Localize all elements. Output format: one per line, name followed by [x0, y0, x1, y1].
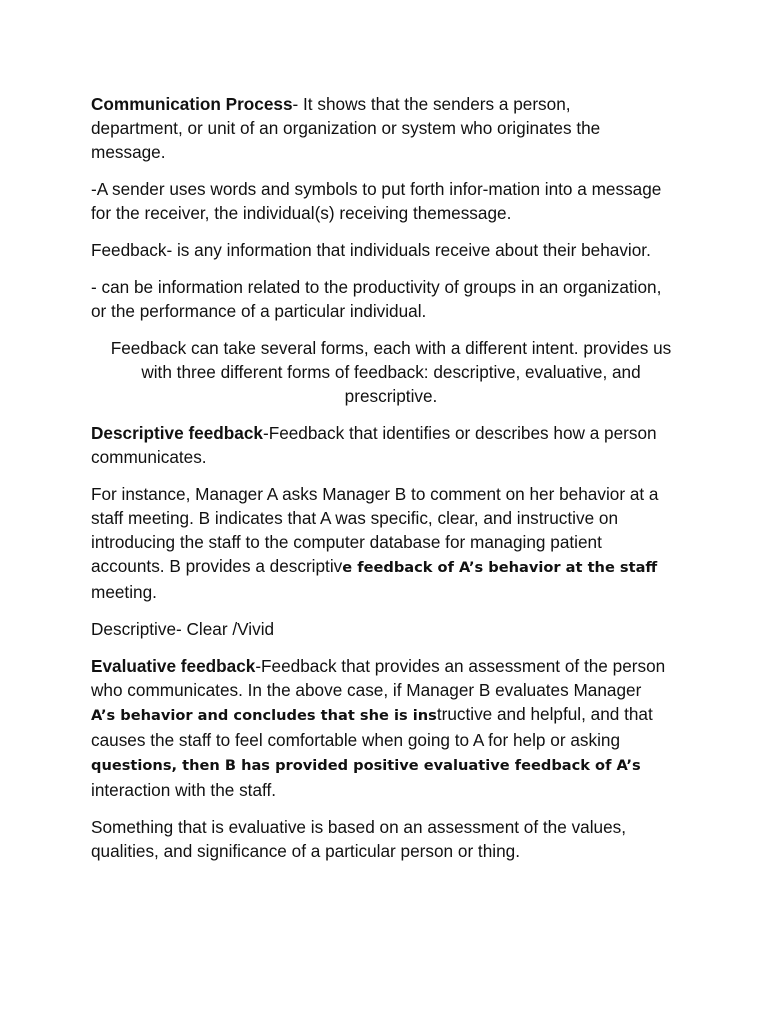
paragraph-descriptive-note	[91, 617, 691, 641]
paragraph-text: -Feedback that identifies or describes how a person communicates.	[91, 423, 657, 467]
heading-descriptive-feedback: Descriptive feedback	[91, 423, 263, 443]
paragraph-feedback-definition	[91, 238, 691, 262]
paragraph-text: Feedback can take several forms, each with a different intent. provides us with three different forms of feedback: descriptive, evaluative, and prescriptive.	[110, 338, 672, 406]
bold-phrase: questions, then B has provided positive evaluative feedback of A’s	[91, 757, 641, 774]
document-body	[91, 92, 691, 876]
paragraph-text: meeting.	[91, 582, 157, 602]
heading-evaluative-feedback: Evaluative feedback	[91, 656, 256, 676]
paragraph-evaluative-feedback	[91, 654, 691, 802]
paragraph-communication-process	[91, 92, 691, 164]
bold-phrase: A’s behavior and concludes that she is ins	[91, 707, 437, 724]
paragraph-text: interaction with the staff.	[91, 780, 277, 800]
paragraph-text: -Feedback that provides an assessment of the person who communicates. In the above case, if Manager B evaluates Manager	[91, 656, 666, 700]
paragraph-text: Feedback- is any information that individuals receive about their behavior.	[91, 240, 651, 260]
heading-communication-process: Communication Process	[91, 94, 293, 114]
paragraph-text: tructive and helpful, and that causes the staff to feel comfortable when going to A for help or asking	[91, 704, 653, 750]
paragraph-feedback-information	[91, 275, 691, 323]
paragraph-feedback-forms	[91, 336, 691, 408]
paragraph-evaluative-definition	[91, 815, 691, 863]
paragraph-text: For instance, Manager A asks Manager B to comment on her behavior at a staff meeting. B indicates that A was specific, clear, and instructive on introducing the staff to the computer database for managing patient accounts. B provides a descriptiv	[91, 484, 659, 576]
paragraph-text: Something that is evaluative is based on an assessment of the values, qualities, and significance of a particular person or thing.	[91, 817, 627, 861]
paragraph-text: -A sender uses words and symbols to put forth infor-mation into a message for the receiver, the individual(s) receiving themessage.	[91, 179, 662, 223]
bold-phrase: e feedback of A’s behavior at the staff	[342, 559, 658, 576]
paragraph-sender	[91, 177, 691, 225]
paragraph-text: - It shows that the senders a person, department, or unit of an organization or system who originates the message.	[91, 94, 601, 162]
paragraph-text: Descriptive- Clear /Vivid	[91, 619, 275, 639]
paragraph-text: - can be information related to the productivity of groups in an organization, or the performance of a particular individual.	[91, 277, 662, 321]
paragraph-descriptive-feedback	[91, 421, 691, 469]
paragraph-instance-example	[91, 482, 691, 604]
